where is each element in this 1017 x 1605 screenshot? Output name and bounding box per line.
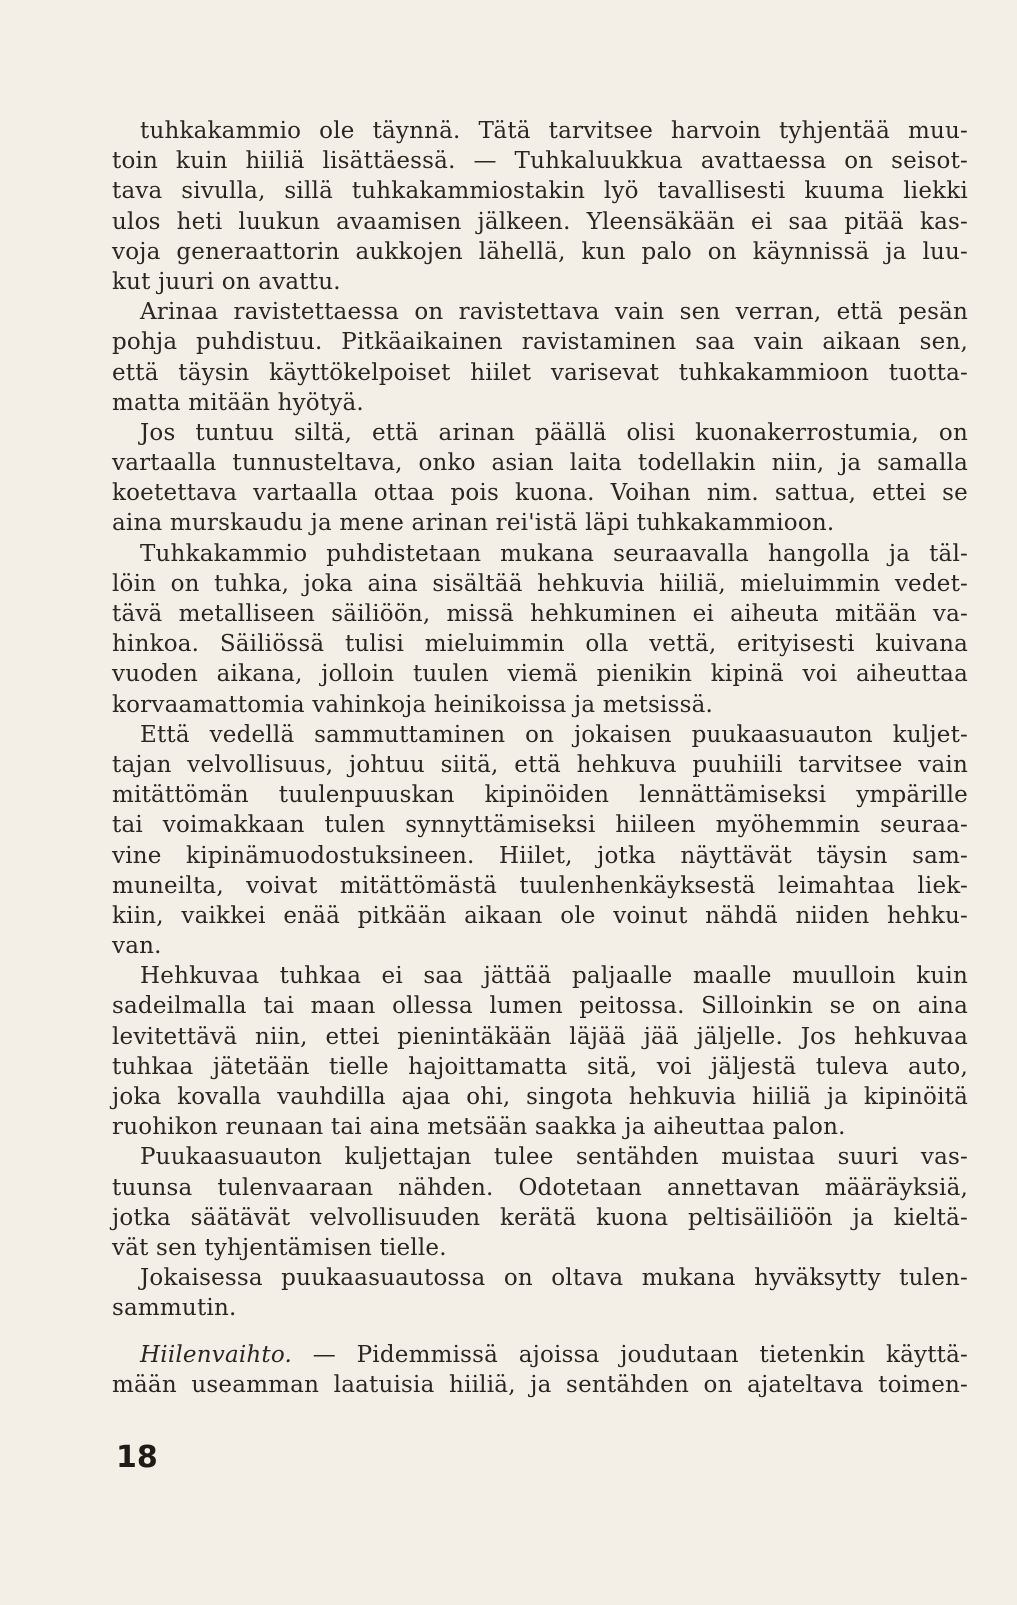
text-line: tävä metalliseen säiliöön, missä hehkuminen ei aiheuta mitään va- bbox=[112, 601, 968, 627]
text-line: löin on tuhka, joka aina sisältää hehkuvia hiiliä, mieluimmin vedet- bbox=[112, 570, 968, 597]
text-line: mitättömän tuulenpuuskan kipinöiden lennättämiseksi ympärille bbox=[112, 782, 968, 809]
text-line: sammutin. bbox=[112, 1295, 237, 1322]
text-line: tuhkakammio ole täynnä. Tätä tarvitsee harvoin tyhjentää muu- bbox=[140, 118, 968, 144]
text-line: vartaalla tunnusteltava, onko asian laita todellakin niin, ja samalla bbox=[112, 450, 968, 477]
text-line: että täysin käyttökelpoiset hiilet varisevat tuhkakammioon tuotta- bbox=[112, 359, 968, 386]
text-line: toin kuin hiiliä lisättäessä. — Tuhkaluukkua avattaessa on seisot- bbox=[112, 148, 968, 175]
section-hiilenvaihto bbox=[112, 1340, 968, 1400]
text-line: levitettävä niin, ettei pienintäkään läjää jää jäljelle. Jos hehkuvaa bbox=[112, 1023, 968, 1050]
paragraph bbox=[112, 720, 968, 962]
text-line: matta mitään hyötyä. bbox=[112, 389, 364, 416]
section-text: — Pidemmissä ajoissa joudutaan tietenkin käyttä- bbox=[292, 1341, 968, 1368]
text-line: voja generaattorin aukkojen lähellä, kun palo on käynnissä ja luu- bbox=[112, 238, 968, 265]
section-heading: Hiilenvaihto. bbox=[140, 1341, 293, 1368]
text-line: pohja puhdistuu. Pitkäaikainen ravistaminen saa vain aikaan sen, bbox=[112, 329, 968, 356]
text-line: Tuhkakammio puhdistetaan mukana seuraavalla hangolla ja täl- bbox=[140, 540, 968, 567]
paragraph bbox=[112, 116, 968, 297]
text-line: mään useamman laatuisia hiiliä, ja sentähden on ajateltava toimen- bbox=[112, 1371, 968, 1398]
text-line: sadeilmalla tai maan ollessa lumen peitossa. Silloinkin se on aina bbox=[112, 993, 968, 1020]
paragraph bbox=[112, 1263, 968, 1323]
text-line: Arinaa ravistettaessa on ravistettava vain sen verran, että pesän bbox=[140, 299, 968, 326]
text-line: Jokaisessa puukaasuautossa on oltava mukana hyväksytty tulen- bbox=[140, 1265, 968, 1292]
text-line: jotka säätävät velvollisuuden kerätä kuona peltisäiliöön ja kieltä- bbox=[112, 1204, 968, 1231]
text-line: Jos tuntuu siltä, että arinan päällä olisi kuonakerrostumia, on bbox=[140, 419, 968, 446]
text-line: Puukaasuauton kuljettajan tulee sentähden muistaa suuri vas- bbox=[140, 1144, 968, 1171]
text-line: Hehkuvaa tuhkaa ei saa jättää paljaalle maalle muulloin kuin bbox=[140, 963, 968, 990]
text-line: koetettava vartaalla ottaa pois kuona. Voihan nim. sattua, ettei se bbox=[112, 480, 968, 507]
paragraph bbox=[112, 539, 968, 720]
text-line: hinkoa. Säiliössä tulisi mieluimmin olla vettä, erityisesti kuivana bbox=[112, 631, 968, 658]
text-line: vät sen tyhjentämisen tielle. bbox=[112, 1234, 447, 1261]
paragraph bbox=[112, 418, 968, 539]
text-line: kiin, vaikkei enää pitkään aikaan ole voinut nähdä niiden hehku- bbox=[112, 902, 968, 929]
text-line: tava sivulla, sillä tuhkakammiostakin lyö tavallisesti kuuma liekki bbox=[112, 178, 968, 205]
page-number: 18 bbox=[116, 1440, 158, 1475]
text-line: ulos heti luukun avaamisen jälkeen. Yleensäkään ei saa pitää kas- bbox=[112, 208, 968, 235]
text-line: joka kovalla vauhdilla ajaa ohi, singota hehkuvia hiiliä ja kipinöitä bbox=[112, 1084, 968, 1110]
body-text bbox=[112, 116, 968, 1400]
text-line: aina murskaudu ja mene arinan rei'istä läpi tuhkakammioon. bbox=[112, 510, 835, 537]
paragraph bbox=[112, 297, 968, 418]
text-line: vuoden aikana, jolloin tuulen viemä pienikin kipinä voi aiheuttaa bbox=[112, 661, 968, 688]
paragraph bbox=[112, 1142, 968, 1263]
text-line: korvaamattomia vahinkoja heinikoissa ja metsissä. bbox=[112, 691, 713, 718]
text-line: muneilta, voivat mitättömästä tuulenhenkäyksestä leimahtaa liek- bbox=[112, 872, 968, 899]
text-line: kut juuri on avattu. bbox=[112, 268, 341, 295]
section-gap bbox=[112, 1324, 968, 1340]
text-line: Että vedellä sammuttaminen on jokaisen puukaasuauton kuljet- bbox=[140, 721, 968, 748]
text-line: tuhkaa jätetään tielle hajoittamatta sitä, voi jäljestä tuleva auto, bbox=[112, 1053, 968, 1080]
text-line: tajan velvollisuus, johtuu siitä, että hehkuva puuhiili tarvitsee vain bbox=[112, 751, 968, 778]
text-line: vine kipinämuodostuksineen. Hiilet, jotka näyttävät täysin sam- bbox=[112, 842, 968, 869]
text-line: van. bbox=[112, 933, 162, 960]
paragraph bbox=[112, 961, 968, 1142]
text-line: tuunsa tulenvaaraan nähden. Odotetaan annettavan määräyksiä, bbox=[112, 1174, 968, 1201]
text-line: tai voimakkaan tulen synnyttämiseksi hiileen myöhemmin seuraa- bbox=[112, 812, 968, 839]
text-line bbox=[112, 1340, 968, 1370]
text-line: ruohikon reunaan tai aina metsään saakka ja aiheuttaa palon. bbox=[112, 1114, 846, 1141]
